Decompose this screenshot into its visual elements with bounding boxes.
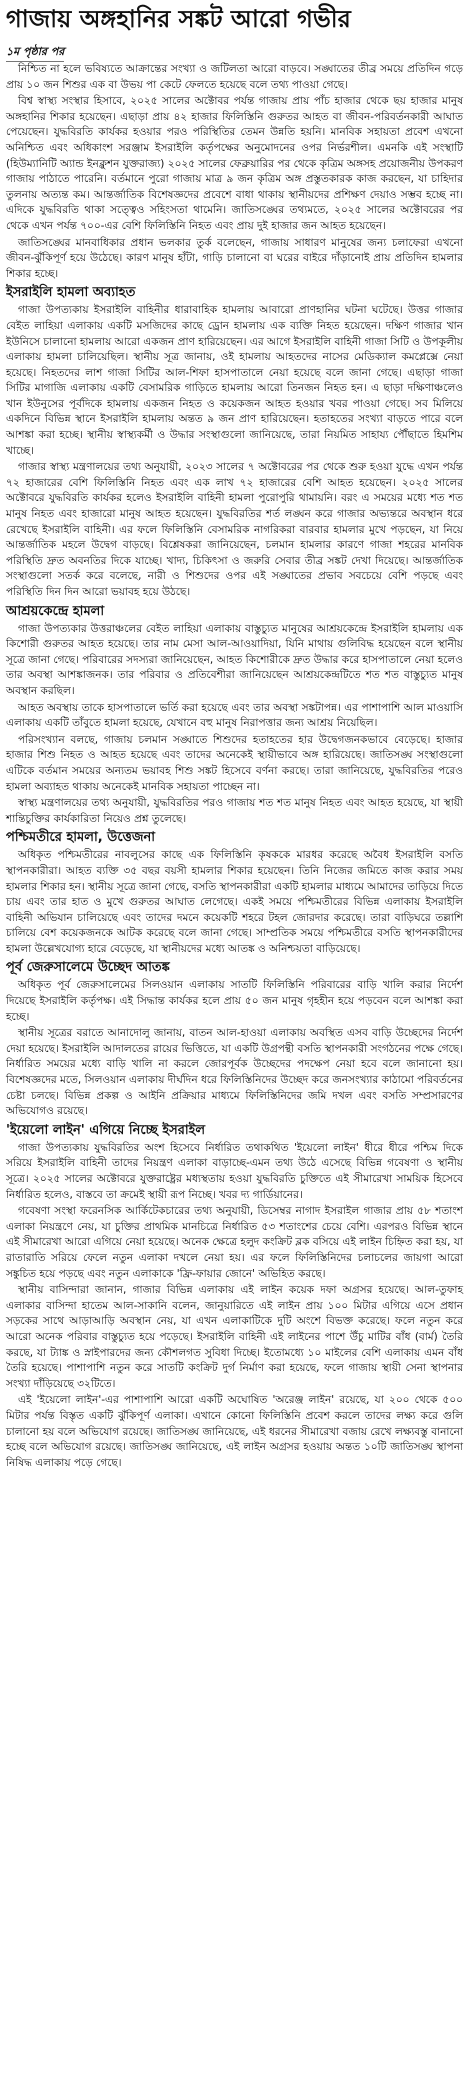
- body-paragraph: পরিসংখ্যান বলছে, গাজায় চলমান সঙ্ঘাতে শিশুদের হতাহতের হার উদ্বেগজনকভাবে বেড়েছে। হাজার হাজার শিশু নিহত ও আহত হয়েছে এবং তাদের অনেকেই স্থায়ীভাবে অঙ্গ হারিয়েছে। জাতিসঙ্ঘ সংস্থাগুলো এটিকে বর্তমান সময়ের অন্যতম ভয়াবহ শিশু সঙ্কট হিসেবে বর্ণনা করছে। তারা জানিয়েছে, যুদ্ধবিরতির পরেও হামলা অব্যাহত থাকায় অনেকেই মানবিক সহায়তা পাচ্ছেন না।: [6, 733, 463, 793]
- section-heading: ইসরাইলি হামলা অব্যাহত: [6, 285, 136, 301]
- article-section: [6, 829, 463, 957]
- body-paragraph: নিশ্চিত না হলে ভবিষ্যতে আক্রান্তের সংখ্যা ও জটিলতা আরো বাড়বে। সঙ্ঘাতের তীব্র সময়ে প্রতিদিন গড়ে প্রায় ১০ জন শিশুর এক বা উভয় পা কেটে ফেলতে হয়েছে বলে তথ্য পাওয়া গেছে।: [6, 63, 463, 91]
- body-paragraph: এই 'ইয়েলো লাইন'-এর পাশাপাশি আরো একটি অঘোষিত 'অরেঞ্জ লাইন' রয়েছে, যা ২০০ থেকে ৫০০ মিটার পর্যন্ত বিস্তৃত একটি ঝুঁকিপূর্ণ এলাকা। এখানে কোনো ফিলিস্তিনি প্রবেশ করলে তাদের লক্ষ্য করে গুলি চালানো হয় বলে অভিযোগ রয়েছে। জাতিসঙ্ঘ জানিয়েছে, এই ধরনের সীমারেখা বজায় রেখে লক্ষ্যবস্তু বানানো হচ্ছে বলে অভিযোগ রয়েছে। জাতিসঙ্ঘ জানিয়েছে, এই লাইন অগ্রসর হওয়ায় অন্তত ১০টি জাতিসঙ্ঘ স্থাপনা নিষিদ্ধ এলাকায় পড়ে গেছে।: [6, 1394, 463, 1469]
- body-paragraph: বিশ্ব স্বাস্থ্য সংস্থার হিসাবে, ২০২৫ সালের অক্টোবর পর্যন্ত গাজায় প্রায় পাঁচ হাজার থেকে ছয় হাজার মানুষ অঙ্গহানির শিকার হয়েছেন। এছাড়া প্রায় ৪২ হাজার ফিলিস্তিনি গুরুতর আহত বা জীবন-পরিবর্তনকারী আঘাত পেয়েছেন। যুদ্ধবিরতি কার্যকর হওয়ার পরও পরিস্থিতির তেমন উন্নতি হয়নি। মানবিক সহায়তা প্রবেশ এখনো অনিশ্চিত এবং অধিকাংশ সরঞ্জাম ইসরাইলি কর্তৃপক্ষের অনুমোদনের ওপর নির্ভরশীল। এমনকি এই সংস্থাটি (হিউম্যানিটি অ্যান্ড ইনক্লুশন যুক্তরাজ্য) ২০২৫ সালের ফেব্রুয়ারির পর থেকে কৃত্রিম অঙ্গসহ প্রয়োজনীয় উপকরণ গাজায় পাঠাতে পারেনি। বর্তমানে পুরো গাজায় মাত্র ৯ জন কৃত্রিম অঙ্গ প্রস্তুতকারক কাজ করছেন, যা চাহিদার তুলনায় অত্যন্ত কম। আন্তর্জাতিক বিশেষজ্ঞদের প্রবেশে বাধা থাকায় স্থানীয়দের প্রশিক্ষণ দেয়াও সম্ভব হচ্ছে না। এদিকে যুদ্ধবিরতি থাকা সত্ত্বেও সহিংসতা থামেনি। জাতিসঙ্ঘের তথ্যমতে, ২০২৫ সালের অক্টোবরের পর থেকে এখন পর্যন্ত ৭০০-এর বেশি ফিলিস্তিনি নিহত এবং প্রায় দুই হাজার জন আহত হয়েছেন।: [6, 95, 463, 232]
- article-section: [6, 603, 463, 828]
- body-paragraph: স্বাস্থ্য মন্ত্রণালয়ের তথ্য অনুযায়ী, যুদ্ধবিরতির পরও গাজায় শত শত মানুষ নিহত এবং আহত হয়েছে, যা স্থায়ী শান্তিচুক্তির কার্যকারিতা নিয়েও প্রশ্ন তুলেছে।: [6, 797, 463, 825]
- body-paragraph: স্থানীয় সূত্রের বরাতে আনাদোলু জানায়, বাতন আল-হাওয়া এলাকায় অবস্থিত এসব বাড়ি উচ্ছেদের নির্দেশ দেয়া হয়েছে। ইসরাইলি আদালতের রায়ের ভিত্তিতে, যা একটি উগ্রপন্থী বসতি স্থাপনকারী সংগঠনের পক্ষে গেছে। নির্ধারিত সময়ের মধ্যে বাড়ি খালি না করলে জোরপূর্বক উচ্ছেদের পদক্ষেপ নেয়া হবে বলে জানানো হয়। বিশেষজ্ঞদের মতে, সিলওয়ান এলাকায় দীর্ঘদিন ধরে ফিলিস্তিনিদের উচ্ছেদ করে জনসংখ্যার কাঠামো পরিবর্তনের চেষ্টা চলছে। বিভিন্ন প্রকল্প ও আইনি প্রক্রিয়ার মাধ্যমে ফিলিস্তিনিদের জমি দখল এবং বসতি সম্প্রসারণের অভিযোগও রয়েছে।: [6, 1027, 463, 1118]
- body-paragraph: আহত অবস্থায় তাকে হাসপাতালে ভর্তি করা হয়েছে এবং তার অবস্থা সঙ্কটাপন্ন। এর পাশাপাশি আল মাওয়াসি এলাকায় একটি তাঁবুতে হামলা হয়েছে, যেখানে বহু মানুষ নিরাপত্তার জন্য আশ্রয় নিয়েছিল।: [6, 701, 463, 730]
- section-heading: পূর্ব জেরুসালেমে উচ্ছেদ আতঙ্ক: [6, 960, 170, 976]
- article-section: [6, 284, 463, 600]
- body-paragraph: গাজা উপত্যকায় যুদ্ধবিরতির অংশ হিসেবে নির্ধারিত তথাকথিত 'ইয়েলো লাইন' ধীরে ধীরে পশ্চিম দিকে সরিয়ে ইসরাইলি বাহিনী তাদের নিয়ন্ত্রণ এলাকা বাড়াচ্ছে-এমন তথ্য উঠে এসেছে বিভিন্ন গবেষণা ও স্থানীয় সূত্রে। ২০২৫ সালের অক্টোবরে যুক্তরাষ্ট্রের মধ্যস্থতায় হওয়া যুদ্ধবিরতি চুক্তিতে এই সীমারেখা সাময়িক হিসেবে নির্ধারিত হলেও, বাস্তবে তা ক্রমেই স্থায়ী রূপ নিচ্ছে। খবর দ্য গার্ডিয়ানের।: [6, 1141, 463, 1201]
- headline: গাজায় অঙ্গহানির সঙ্কট আরো গভীর: [6, 5, 351, 33]
- body-paragraph: গবেষণা সংস্থা ফরেনসিক আর্কিটেকচারের তথ্য অনুযায়ী, ডিসেম্বর নাগাদ ইসরাইল গাজার প্রায় ৫৮ শতাংশ এলাকা নিয়ন্ত্রণে নেয়, যা চুক্তির প্রাথমিক মানচিত্রে নির্ধারিত ৫৩ শতাংশের চেয়ে বেশি। এরপরও বিভিন্ন স্থানে এই সীমারেখা আরো এগিয়ে নেয়া হয়েছে। অনেক ক্ষেত্রে হলুদ কংক্রিট ব্লক বসিয়ে এই লাইন চিহ্নিত করা হয়, যা রাতারাতি সরিয়ে ফেলে নতুন এলাকা দখলে নেয়া হয়। এর ফলে ফিলিস্তিনিদের চলাচলের জায়গা আরো সঙ্কুচিত হয়ে পড়ছে এবং নতুন এলাকাকে 'ফ্রি-ফায়ার জোনে' অভিহিত করছে।: [6, 1205, 463, 1280]
- continued-from-label: ১ম পৃষ্ঠার পর: [6, 43, 64, 62]
- body-paragraph: গাজা উপত্যকার উত্তরাঞ্চলের বেইত লাহিয়া এলাকায় বাস্তুচ্যুত মানুষের আশ্রয়কেন্দ্রে ইসরাইলি হামলায় এক কিশোরী গুরুতর আহত হয়েছে। তার নাম মেসা আল-আওয়াদিয়া, যিনি মাথায় গুলিবিদ্ধ হয়েছেন বলে স্থানীয় সূত্রে জানা গেছে। পরিবারের সদস্যরা জানিয়েছেন, আহত কিশোরীকে দ্রুত উদ্ধার করে হাসপাতালে নেয়া হলেও তার অবস্থা আশঙ্কাজনক। তার পরিবার ও প্রতিবেশীরা জানিয়েছেন আশ্রয়কেন্দ্রটিতে শত শত বাস্তুচ্যুত মানুষ অবস্থান করছিল।: [6, 622, 463, 697]
- article-section: [6, 1122, 463, 1471]
- article-body: [6, 62, 463, 1471]
- article-section: [6, 62, 463, 282]
- article-section: [6, 959, 463, 1119]
- body-paragraph: স্থানীয় বাসিন্দারা জানান, গাজার বিভিন্ন এলাকায় এই লাইন কয়েক দফা অগ্রসর হয়েছে। আল-তুফাহ এলাকার বাসিন্দা হাতেম আল-সাকানি বলেন, জানুয়ারিতে এই লাইন প্রায় ১০০ মিটার এগিয়ে এসে প্রধান সড়কের সাথে আড়াআড়ি অবস্থান নেয়, যা এখন এলাকাটিকে দুটি অংশে বিভক্ত করেছে। ফলে নতুন করে আরো অনেক পরিবার বাস্তুচ্যুত হয়ে পড়েছে। ইসরাইলি বাহিনী এই লাইনের পাশে উঁচু মাটির বাঁধ (বার্ম) তৈরি করছে, যা ট্যাঙ্ক ও স্নাইপারদের জন্য কৌশলগত সুবিধা দিচ্ছে। ইতোমধ্যে ১০ মাইলের বেশি এলাকায় এমন বাঁধ তৈরি হয়েছে। পাশাপাশি নতুন করে সাতটি কংক্রিট দুর্গ নির্মাণ করা হয়েছে, ফলে গাজায় স্থায়ী সেনা স্থাপনার সংখ্যা দাঁড়িয়েছে ৩২টিতে।: [6, 1284, 463, 1390]
- body-paragraph: গাজার স্বাস্থ্য মন্ত্রণালয়ের তথ্য অনুযায়ী, ২০২৩ সালের ৭ অক্টোবরের পর থেকে শুরু হওয়া যুদ্ধে এখন পর্যন্ত ৭২ হাজারের বেশি ফিলিস্তিনি নিহত এবং এক লাখ ৭২ হাজারের বেশি আহত হয়েছেন। ২০২৫ সালের অক্টোবরে যুদ্ধবিরতি কার্যকর হলেও ইসরাইলি বাহিনী হামলা পুরোপুরি থামায়নি। বরং এ সময়ের মধ্যে শত শত মানুষ নিহত এবং হাজারো মানুষ আহত হয়েছেন। যুদ্ধবিরতির শর্ত লঙ্ঘন করে গাজার অভ্যন্তরে অবস্থান ধরে রেখেছে ইসরাইলি বাহিনী। এর ফলে ফিলিস্তিনি বেসামরিক নাগরিকরা বারবার হামলার মুখে পড়ছেন, যা নিয়ে আন্তর্জাতিক মহলে উদ্বেগ বাড়ছে। বিশ্লেষকরা জানিয়েছেন, চলমান হামলার কারণে গাজা শহরের মানবিক পরিস্থিতি দ্রুত অবনতির দিকে যাচ্ছে। খাদ্য, চিকিৎসা ও জরুরি সেবার তীব্র সঙ্কট দেখা দিয়েছে। আন্তর্জাতিক সংস্থাগুলো সতর্ক করে বলেছে, নারী ও শিশুদের ওপর এই সঙ্ঘাতের প্রভাব সবচেয়ে বেশি পড়ছে এবং পরিস্থিতি দিন দিন আরো ভয়াবহ হয়ে উঠছে।: [6, 461, 463, 598]
- section-heading: আশ্রয়কেন্দ্রে হামলা: [6, 603, 105, 619]
- body-paragraph: গাজা উপত্যকায় ইসরাইলি বাহিনীর ধারাবাহিক হামলায় আবারো প্রাণহানির ঘটনা ঘটেছে। উত্তর গাজার বেইত লাহিয়া এলাকায় একটি মসজিদের কাছে ড্রোন হামলায় এক ব্যক্তি নিহত হয়েছেন। দক্ষিণ গাজার খান ইউনিসে চালানো হামলায় আরো একজন প্রাণ হারিয়েছেন। এর আগে ইসরাইলি বাহিনী গাজা সিটি ও উপকূলীয় এলাকায় হামলা চালিয়েছিল। স্থানীয় সূত্র জানায়, ওই হামলায় আহতদের নাসের মেডিক্যাল কমপ্লেক্সে নেয়া হয়েছে। নিহতদের লাশ গাজা সিটির আল-শিফা হাসপাতালে নেয়া হয়েছে বলে জানা গেছে। এছাড়া গাজা সিটির মাগাজি এলাকায় একটি বেসামরিক গাড়িতে হামলায় আরো তিনজন নিহত হন। এ ছাড়া দক্ষিণাঞ্চলেও খান ইউনুসের পূর্বদিকে হামলায় একজন নিহত ও কয়েকজন আহত হওয়ার খবর পাওয়া গেছে। সব মিলিয়ে একদিনে বিভিন্ন স্থানে ইসরাইলি হামলায় অন্তত ৯ জন প্রাণ হারিয়েছেন। হতাহতের সংখ্যা বাড়তে পারে বলে আশঙ্কা করা হচ্ছে। স্থানীয় স্বাস্থ্যকর্মী ও উদ্ধার সংস্থাগুলো জানিয়েছে, তারা নিয়মিত সাহায্য পৌঁছাতে হিমশিম খাচ্ছে।: [6, 304, 463, 457]
- body-paragraph: অধিকৃত পশ্চিমতীরের নাবলুসের কাছে এক ফিলিস্তিনি কৃষককে মারধর করেছে অবৈধ ইসরাইলি বসতি স্থাপনকারীরা। আহত ব্যক্তি ৩৫ বছর বয়সী হামলার শিকার হয়েছেন। তিনি নিজের জমিতে কাজ করার সময় হামলার শিকার হন। স্থানীয় সূত্রে জানা গেছে, বসতি স্থাপনকারীরা একটি হামলার মাধ্যমে আমাদের তাড়িয়ে দিতে চায় এবং তার হাত ও মুখে গুরুতর আঘাত লেগেছে। একই সময়ে পশ্চিমতীরের বিভিন্ন এলাকায় ইসরাইলি বাহিনী অভিযান চালিয়েছে এবং তাদের দমনে কয়েকটি শহরে টহল জোরদার করেছে। তারা বাড়িঘরে তল্লাশি চালিয়ে বেশ কয়েকজনকে আটক করেছে বলে জানা গেছে। সাম্প্রতিক সময়ে পশ্চিমতীরে বসতি স্থাপনকারীদের হামলা উল্লেখযোগ্য হারে বেড়েছে, যা স্থানীয়দের মধ্যে আতঙ্ক ও অনিশ্চয়তা বাড়িয়েছে।: [6, 849, 463, 955]
- body-paragraph: জাতিসঙ্ঘের মানবাধিকার প্রধান ভলকার তুর্ক বলেছেন, গাজায় সাধারণ মানুষের জন্য চলাফেরা এখনো জীবন-ঝুঁকিপূর্ণ হয়ে উঠেছে। কারণ মানুষ হাঁটা, গাড়ি চালানো বা ঘরের বাইরে দাঁড়ানোই প্রায় প্রতিদিন হামলার শিকার হচ্ছে।: [6, 236, 463, 280]
- section-heading: 'ইয়েলো লাইন' এগিয়ে নিচ্ছে ইসরাইল: [6, 1122, 206, 1138]
- body-paragraph: অধিকৃত পূর্ব জেরুসালেমের সিলওয়ান এলাকায় সাতটি ফিলিস্তিনি পরিবারের বাড়ি খালি করার নির্দেশ দিয়েছে ইসরাইলি কর্তৃপক্ষ। এই সিদ্ধান্ত কার্যকর হলে প্রায় ৫০ জন মানুষ গৃহহীন হয়ে পড়বেন বলে আশঙ্কা করা হচ্ছে।: [6, 979, 463, 1023]
- section-heading: পশ্চিমতীরে হামলা, উত্তেজনা: [6, 830, 155, 846]
